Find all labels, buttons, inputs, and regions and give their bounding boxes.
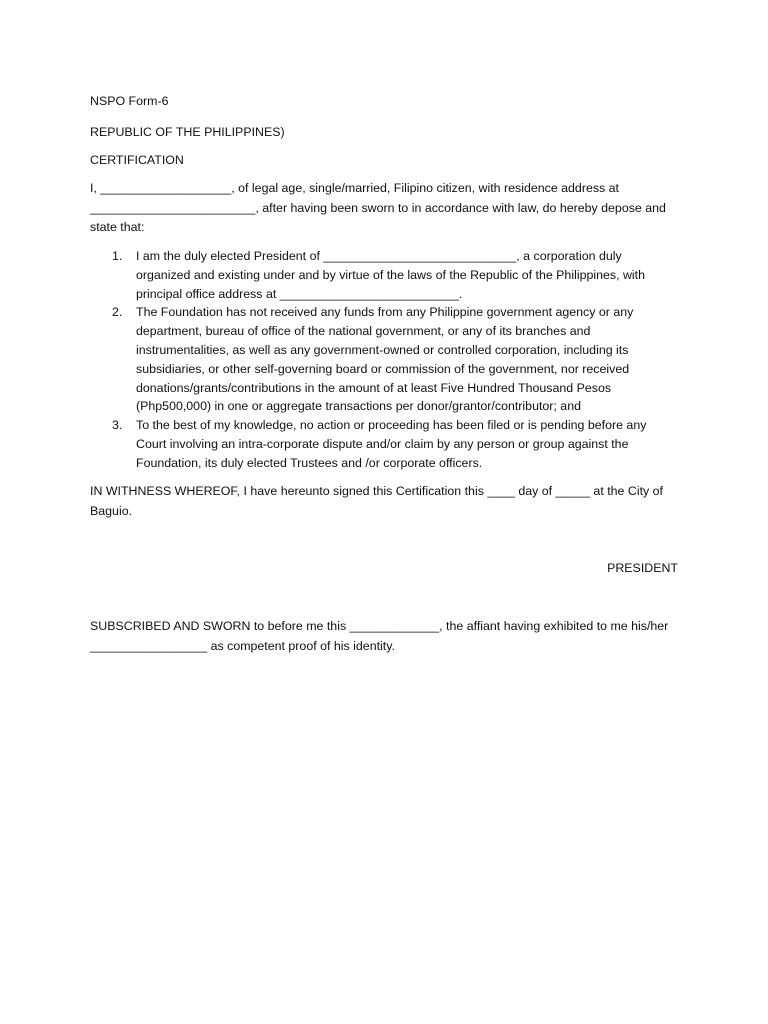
statement-line: To the best of my knowledge, no action or proceeding has been filed or is pending before any [136, 418, 647, 433]
statement-line: subsidiaries, or other self-governing board or commission of the government, nor received [136, 361, 630, 376]
jurat-line: SUBSCRIBED AND SWORN to before me this _____________, the affiant having exhibited to me his/her [90, 619, 669, 633]
intro-line: state that: [90, 220, 145, 234]
statement-item [90, 303, 690, 416]
statement-item [90, 247, 690, 303]
statement-number: 3. [112, 418, 123, 433]
statement-line: organized and existing under and by virtue of the laws of the Republic of the Philippines, with [136, 267, 646, 282]
republic-heading: REPUBLIC OF THE PHILIPPINES) [90, 125, 285, 139]
certification-title: CERTIFICATION [90, 153, 184, 167]
form-number: NSPO Form-6 [90, 94, 169, 108]
intro-line: I, ___________________, of legal age, single/married, Filipino citizen, with residence address at [90, 181, 620, 195]
statement-number: 1. [112, 249, 123, 263]
statement-line: department, bureau of office of the national government, or any of its branches and [136, 324, 591, 339]
jurat-paragraph [90, 617, 690, 656]
statement-line: Foundation, its duly elected Trustees and /or corporate officers. [136, 455, 483, 470]
statement-line: instrumentalities, as well as any government-owned or controlled corporation, including its [136, 342, 629, 357]
intro-line: ________________________, after having been sworn to in accordance with law, do hereby depose and [90, 200, 666, 215]
intro-paragraph [90, 179, 690, 238]
statement-line: principal office address at __________________________. [136, 286, 463, 301]
statement-line: The Foundation has not received any funds from any Philippine government agency or any [136, 305, 634, 320]
witness-line: Baguio. [90, 503, 133, 518]
statement-line: I am the duly elected President of ____________________________, a corporation duly [136, 249, 622, 263]
statement-list [90, 247, 690, 473]
statement-line: donations/grants/contributions in the amount of at least Five Hundred Thousand Pesos [136, 380, 612, 395]
statement-number: 2. [112, 305, 123, 320]
statement-line: Court involving an intra-corporate dispute and/or claim by any person or group against the [136, 436, 629, 451]
statement-item [90, 416, 690, 472]
signatory-label: PRESIDENT [607, 561, 678, 575]
witness-line: IN WITHNESS WHEREOF, I have hereunto signed this Certification this ____ day of _____ at the City of [90, 484, 663, 498]
jurat-line: _________________ as competent proof of his identity. [90, 638, 395, 653]
witness-paragraph [90, 482, 690, 521]
statement-line: (Php500,000) in one or aggregate transactions per donor/grantor/contributor; and [136, 399, 581, 414]
